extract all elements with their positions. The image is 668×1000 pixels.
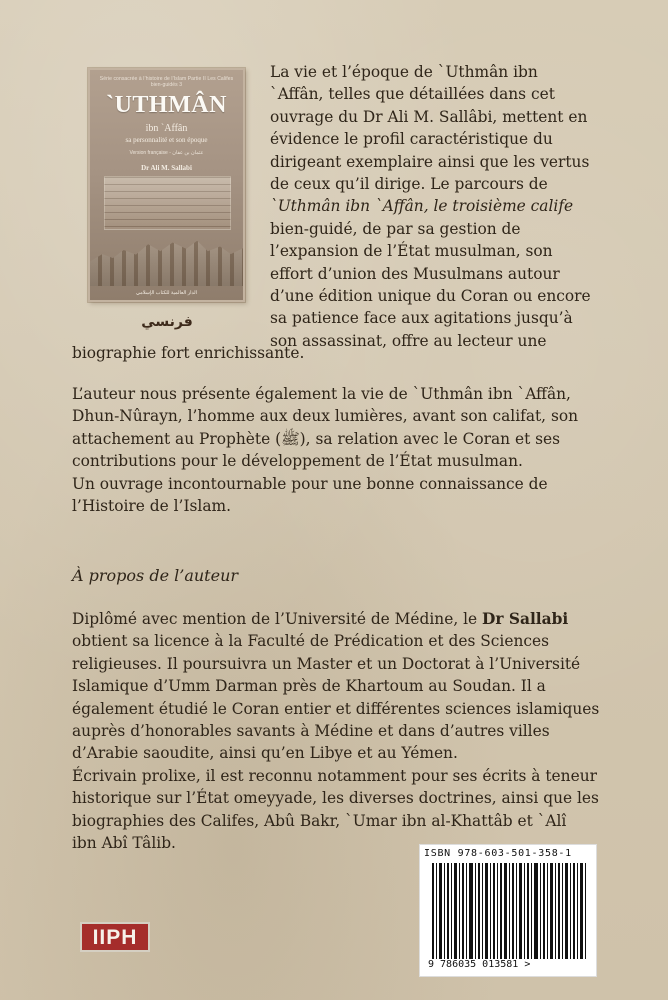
about-line-3: religieuses. Il poursuivra un Master et un Doctorat à l’Université bbox=[72, 654, 581, 673]
intro-line-10: effort d’union des Musulmans autour bbox=[270, 264, 560, 283]
cover-publisher: الدار العالمية للكتاب الإسلامي bbox=[135, 290, 198, 296]
cover-subtitle-line2: sa personnalité et son époque bbox=[125, 136, 208, 144]
barcode-graphic bbox=[430, 863, 590, 959]
language-label-arabic: فرنسي bbox=[141, 314, 193, 330]
intro-line-7: `Uthmân ibn `Affân, le troisième calife bbox=[270, 197, 574, 216]
cover-manuscript-image bbox=[104, 176, 231, 230]
cover-series-text: Série consacrée à l’histoire de l’Islam Partie II Les Califes bien-guidés 3 bbox=[99, 76, 234, 88]
publisher-logo bbox=[80, 922, 150, 952]
publisher-logo-text: IIPH bbox=[92, 925, 138, 949]
author-bio-line-2: Dhun-Nûrayn, l’homme aux deux lumières, avant son califat, son bbox=[72, 407, 579, 426]
about-author-paragraph bbox=[72, 608, 598, 854]
about-line-4: Islamique d’Umm Darman près de Khartoum au Soudan. Il a bbox=[72, 677, 546, 696]
about-line-1-prefix: Diplômé avec mention de l’Université de Médine, le bbox=[72, 610, 483, 628]
intro-line-6: de ceux qu’il dirige. Le parcours de bbox=[270, 175, 548, 194]
about-line-9: historique sur l’État omeyyade, les diverses doctrines, ainsi que les bbox=[72, 789, 599, 808]
intro-line-13: son assassinat, offre au lecteur une bbox=[270, 331, 547, 350]
intro-continuation bbox=[72, 342, 598, 364]
cover-city-illustration bbox=[90, 228, 243, 286]
intro-line-8: bien-guidé, de par sa gestion de bbox=[270, 219, 521, 238]
author-bio-line-5: Un ouvrage incontournable pour une bonne connaissance de bbox=[72, 474, 548, 493]
about-line-2: obtient sa licence à la Faculté de Prédication et des Sciences bbox=[72, 632, 549, 651]
about-line-10: biographies des Califes, Abû Bakr, `Umar ibn al-Khattâb et `Alî bbox=[72, 811, 567, 830]
about-line-7: d’Arabie saoudite, ainsi qu’en Libye et au Yémen. bbox=[72, 744, 458, 763]
cover-title: `UTHMÂN bbox=[106, 92, 227, 118]
author-bio-line-6: l’Histoire de l’Islam. bbox=[72, 497, 232, 516]
intro-line-1: La vie et l’époque de `Uthmân ibn bbox=[270, 63, 538, 81]
isbn-barcode-box bbox=[419, 844, 597, 977]
intro-line-4: évidence le profil caractéristique du bbox=[270, 130, 553, 149]
intro-line-3: ouvrage du Dr Ali M. Sallâbi, mettent en bbox=[270, 107, 588, 126]
cover-subtitle-line3: Version française - عثمان بن عفان bbox=[129, 150, 204, 156]
isbn-label: ISBN 978-603-501-358-1 bbox=[424, 848, 572, 859]
about-line-1 bbox=[72, 608, 598, 630]
cover-author: Dr Ali M. Sallabi bbox=[141, 164, 192, 172]
intro-continuation-line: biographie fort enrichissante. bbox=[72, 344, 305, 362]
about-author-name: Dr Sallabi bbox=[482, 610, 569, 628]
author-bio-line-4: contributions pour le développement de l’État musulman. bbox=[72, 452, 523, 471]
author-bio-paragraph bbox=[72, 383, 598, 517]
about-line-11: ibn Abî Tâlib. bbox=[72, 834, 176, 853]
about-line-6: auprès d’honorables savants à Médine et dans d’autres villes bbox=[72, 722, 550, 741]
cover-subtitle-line1: ibn `Affân bbox=[145, 123, 188, 134]
author-bio-line-3: attachement au Prophète (ﷺ), sa relation avec le Coran et ses bbox=[72, 429, 561, 448]
intro-line-12: sa patience face aux agitations jusqu’à bbox=[270, 309, 573, 328]
about-line-5: également étudié le Coran entier et différentes sciences islamiques bbox=[72, 699, 600, 718]
author-bio-line-1: L’auteur nous présente également la vie de `Uthmân ibn `Affân, bbox=[72, 385, 571, 403]
book-cover-thumbnail bbox=[88, 68, 245, 302]
barcode-number: 9 786035 013581 > bbox=[428, 959, 531, 970]
intro-line-5: dirigeant exemplaire ainsi que les vertus bbox=[270, 152, 590, 171]
intro-line-11: d’une édition unique du Coran ou encore bbox=[270, 287, 591, 306]
intro-paragraph bbox=[270, 61, 598, 352]
about-line-8: Écrivain prolixe, il est reconnu notamment pour ses écrits à teneur bbox=[72, 766, 597, 785]
about-author-heading: À propos de l’auteur bbox=[72, 566, 239, 585]
intro-line-9: l’expansion de l’État musulman, son bbox=[270, 242, 553, 261]
intro-line-2: `Affân, telles que détaillées dans cet bbox=[270, 85, 555, 104]
